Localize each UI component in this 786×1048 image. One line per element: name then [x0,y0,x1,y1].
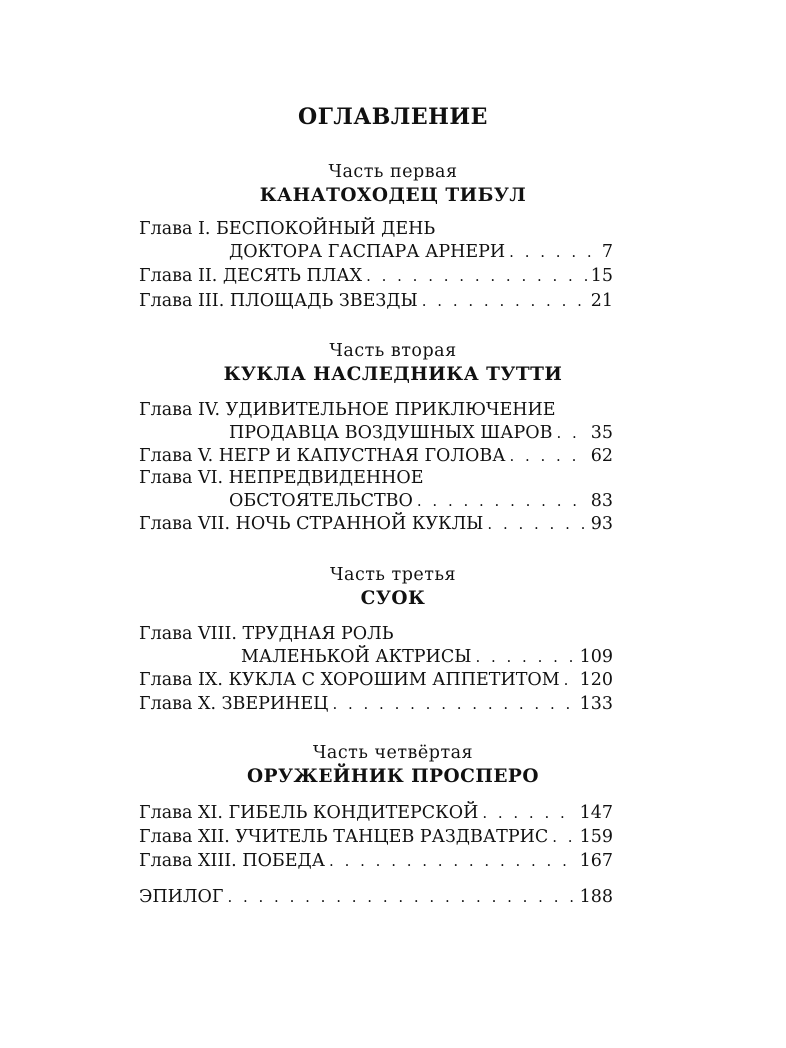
dot-leader [417,489,587,513]
part-3-label: Часть третья [329,565,457,585]
dot-leader [332,692,575,716]
toc-page-number: 167 [579,851,613,871]
toc-entry-text: Глава III. ПЛОЩАДЬ ЗВЕЗДЫ [139,291,418,311]
part-3-title: СУОК [360,588,426,609]
dot-leader [509,240,598,264]
toc-entry-text: Глава XIII. ПОБЕДА [139,851,326,871]
toc-entry-6[interactable] [229,489,613,513]
toc-entry-text: Глава XI. ГИБЕЛЬ КОНДИТЕРСКОЙ [139,803,479,823]
toc-entry-12[interactable] [139,825,613,849]
part-4-label: Часть четвёртая [312,743,474,763]
toc-page-number: 83 [590,491,613,511]
toc-page-number: 7 [601,242,613,262]
toc-entry-10[interactable] [139,692,613,716]
toc-entry-text: Глава VIII. ТРУДНАЯ РОЛЬ [139,624,394,644]
toc-entry-text: Глава VII. НОЧЬ СТРАННОЙ КУКЛЫ [139,514,484,534]
toc-entry-text: Глава I. БЕСПОКОЙНЫЙ ДЕНЬ [139,219,436,239]
toc-entry-text: Глава VI. НЕПРЕДВИДЕННОЕ [139,468,424,488]
toc-entry-1-line1[interactable] [139,217,435,241]
toc-title: ОГЛАВЛЕНИЕ [298,104,488,130]
toc-entry-8-line1[interactable] [139,622,394,646]
toc-entry-text: Глава V. НЕГР И КАПУСТНАЯ ГОЛОВА [139,446,506,466]
dot-leader [564,668,576,692]
toc-page-number: 15 [590,266,613,286]
toc-entry-11[interactable] [139,801,613,825]
part-1-title: КАНАТОХОДЕЦ ТИБУЛ [259,185,527,206]
dot-leader [227,885,575,909]
toc-entry-text: Глава XII. УЧИТЕЛЬ ТАНЦЕВ РАЗДВАТРИС [139,827,549,847]
toc-page-number: 120 [579,670,613,690]
part-2-label: Часть вторая [329,341,457,361]
dot-leader [366,264,587,288]
toc-page-number: 159 [579,827,613,847]
dot-leader [475,645,575,669]
toc-entry-9[interactable] [139,668,613,692]
toc-entry-5[interactable] [139,444,613,468]
dot-leader [487,512,586,536]
toc-entry-6-line1[interactable] [139,466,424,490]
toc-entry-2[interactable] [139,264,613,288]
dot-leader [482,801,575,825]
dot-leader [422,289,587,313]
toc-page-number: 62 [590,446,613,466]
toc-page-number: 93 [590,514,613,534]
toc-page-number: 188 [579,887,613,907]
toc-entry-text: Глава X. ЗВЕРИНЕЦ [139,694,329,714]
toc-page-number: 21 [590,291,613,311]
toc-entry-4-line1[interactable] [139,398,556,422]
part-2-title: КУКЛА НАСЛЕДНИКА ТУТТИ [223,364,563,385]
toc-entry-1[interactable] [229,240,613,264]
part-1-label: Часть первая [328,162,458,182]
toc-entry-text: ЭПИЛОГ [139,887,224,907]
toc-entry-text: Глава II. ДЕСЯТЬ ПЛАХ [139,266,363,286]
toc-page-number: 109 [579,647,613,667]
toc-entry-13[interactable] [139,849,613,873]
toc-page-number: 133 [579,694,613,714]
dot-leader [509,444,586,468]
dot-leader [556,421,586,445]
toc-entry-text: ДОКТОРА ГАСПАРА АРНЕРИ [229,242,506,262]
dot-leader [329,849,576,873]
toc-page-number: 147 [579,803,613,823]
toc-page-number: 35 [590,423,613,443]
toc-entry-3[interactable] [139,289,613,313]
toc-entry-4[interactable] [229,421,613,445]
part-4-title: ОРУЖЕЙНИК ПРОСПЕРО [247,766,539,787]
toc-entry-epilogue[interactable] [139,885,613,909]
toc-entry-text: МАЛЕНЬКОЙ АКТРИСЫ [241,647,472,667]
toc-entry-8[interactable] [241,645,613,669]
toc-entry-text: Глава IX. КУКЛА С ХОРОШИМ АППЕТИТОМ [139,670,560,690]
toc-entry-text: ПРОДАВЦА ВОЗДУШНЫХ ШАРОВ [229,423,553,443]
toc-entry-text: Глава IV. УДИВИТЕЛЬНОЕ ПРИКЛЮЧЕНИЕ [139,400,556,420]
toc-entry-text: ОБСТОЯТЕЛЬСТВО [229,491,413,511]
toc-entry-7[interactable] [139,512,613,536]
dot-leader [552,825,575,849]
